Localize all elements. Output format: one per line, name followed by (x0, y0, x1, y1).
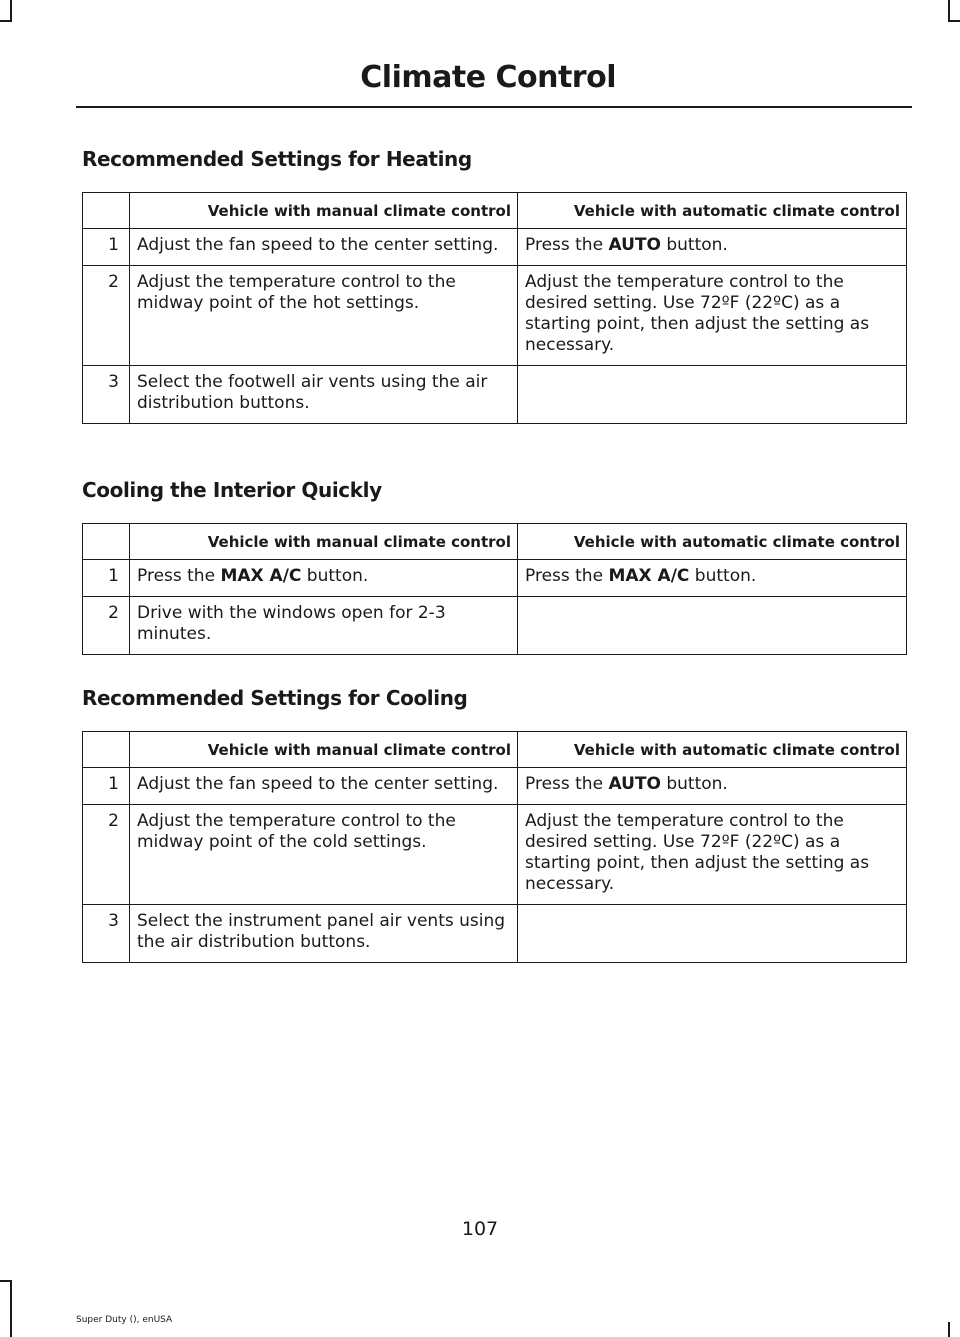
section-cooling (82, 685, 906, 963)
step-number: 3 (83, 366, 130, 424)
step-number: 3 (83, 905, 130, 963)
automatic-instruction (518, 805, 907, 905)
table-row (83, 266, 907, 366)
cell-text: Press the (137, 566, 221, 586)
button-name: MAX A/C (608, 566, 690, 586)
page-title: Climate Control (360, 60, 616, 95)
crop-mark (948, 0, 950, 22)
table-row (83, 805, 907, 905)
button-name: AUTO (608, 774, 661, 794)
cell-text: button. (660, 235, 728, 255)
column-header: Vehicle with manual climate control (130, 732, 518, 768)
column-header: Vehicle with automatic climate control (518, 732, 907, 768)
crop-mark (948, 1322, 950, 1337)
cell-text: Adjust the temperature control to the midway point of the hot settings. (137, 272, 456, 313)
manual-instruction (130, 805, 518, 905)
footer-text: Super Duty (), enUSA (76, 1315, 173, 1325)
crop-mark (10, 0, 12, 22)
section-heating (82, 146, 906, 424)
manual-instruction (130, 597, 518, 655)
column-header: Vehicle with manual climate control (130, 524, 518, 560)
step-number: 1 (83, 560, 130, 597)
cell-text: Adjust the temperature control to the desired setting. Use 72ºF (22ºC) as a starting point, then adjust the setting as necessary. (525, 811, 870, 894)
cell-text: Drive with the windows open for 2-3 minutes. (137, 603, 446, 644)
cell-text: Select the footwell air vents using the air distribution buttons. (137, 372, 488, 413)
table-row (83, 366, 907, 424)
cell-text: Adjust the temperature control to the midway point of the cold settings. (137, 811, 456, 852)
column-header: Vehicle with automatic climate control (518, 193, 907, 229)
cell-text: Press the (525, 566, 609, 586)
crop-mark (948, 20, 960, 22)
cell-text: Adjust the fan speed to the center setting. (137, 774, 499, 794)
table-row (83, 905, 907, 963)
table-row (83, 229, 907, 266)
automatic-instruction (518, 266, 907, 366)
column-header (83, 193, 130, 229)
column-header: Vehicle with manual climate control (130, 193, 518, 229)
cell-text: button. (301, 566, 369, 586)
section-title: Recommended Settings for Heating (82, 147, 472, 171)
manual-instruction (130, 266, 518, 366)
crop-mark (0, 1280, 12, 1282)
column-header (83, 732, 130, 768)
column-header (83, 524, 130, 560)
table-row (83, 768, 907, 805)
step-number: 1 (83, 229, 130, 266)
crop-mark (0, 20, 12, 22)
settings-table (82, 192, 907, 424)
step-number: 2 (83, 597, 130, 655)
automatic-instruction (518, 366, 907, 424)
settings-table (82, 523, 907, 655)
crop-mark (10, 1280, 12, 1337)
page-number: 107 (461, 1218, 499, 1240)
cell-text: button. (660, 774, 728, 794)
cell-text: Adjust the fan speed to the center setting. (137, 235, 499, 255)
manual-instruction (130, 229, 518, 266)
button-name: MAX A/C (220, 566, 302, 586)
automatic-instruction (518, 905, 907, 963)
automatic-instruction (518, 560, 907, 597)
step-number: 2 (83, 805, 130, 905)
section-title: Cooling the Interior Quickly (82, 478, 382, 502)
section-title: Recommended Settings for Cooling (82, 686, 468, 710)
button-name: AUTO (608, 235, 661, 255)
manual-instruction (130, 905, 518, 963)
automatic-instruction (518, 768, 907, 805)
table-row (83, 597, 907, 655)
header-rule (76, 106, 912, 108)
cell-text: button. (689, 566, 757, 586)
manual-instruction (130, 560, 518, 597)
cell-text: Adjust the temperature control to the desired setting. Use 72ºF (22ºC) as a starting point, then adjust the setting as necessary. (525, 272, 870, 355)
settings-table (82, 731, 907, 963)
step-number: 2 (83, 266, 130, 366)
table-row (83, 560, 907, 597)
cell-text: Press the (525, 774, 609, 794)
manual-instruction (130, 366, 518, 424)
step-number: 1 (83, 768, 130, 805)
cell-text: Select the instrument panel air vents using the air distribution buttons. (137, 911, 506, 952)
automatic-instruction (518, 597, 907, 655)
section-cooling-quickly (82, 477, 906, 655)
cell-text: Press the (525, 235, 609, 255)
automatic-instruction (518, 229, 907, 266)
column-header: Vehicle with automatic climate control (518, 524, 907, 560)
manual-instruction (130, 768, 518, 805)
